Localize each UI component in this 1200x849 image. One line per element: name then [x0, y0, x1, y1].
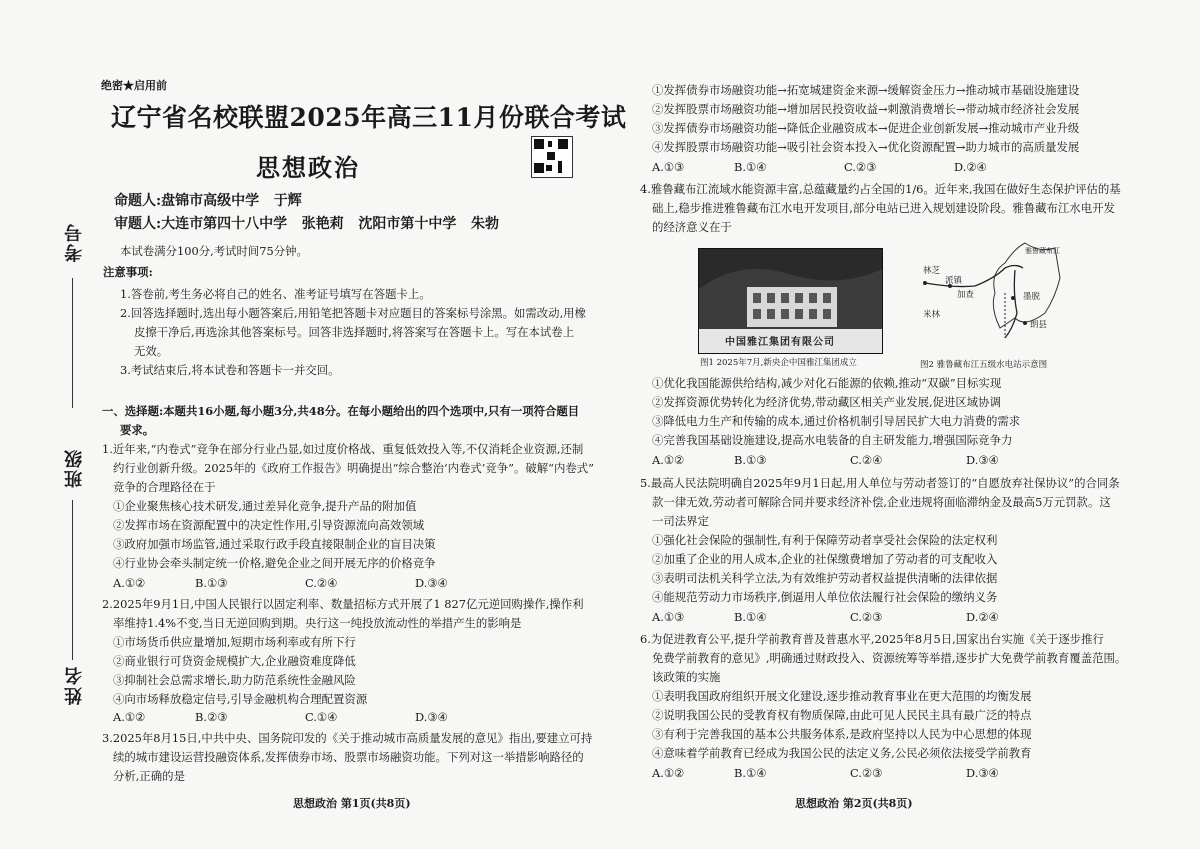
qr-code-icon [531, 136, 573, 178]
notice-1: 1.答卷前,考生务必将自己的姓名、准考证号填写在答题卡上。 [120, 287, 431, 301]
q6-stem-line3: 该政策的实施 [652, 670, 721, 684]
q4-choice-c[interactable]: C.②④ [850, 453, 883, 467]
q6-statement-1: ①表明我国政府组织开展文化建设,逐步推动教育事业在更大范围的均衡发展 [652, 689, 1032, 703]
figure-2-map [905, 238, 1065, 358]
q5-statement-2: ②加重了企业的用人成本,企业的社保缴费增加了劳动者的可支配收入 [652, 552, 998, 566]
figure-1-caption: 图1 2025年7月,新央企中国雅江集团成立 [700, 358, 857, 368]
figure-1-photo [698, 248, 883, 354]
q3-statement-2: ②发挥股票市场融资功能→增加居民投资收益→刺激消费增长→带动城市经济社会发展 [652, 102, 1080, 116]
q5-stem-line3: 一司法界定 [652, 514, 709, 528]
q5-choice-c[interactable]: C.②③ [850, 610, 883, 624]
q3-choice-a[interactable]: A.①③ [652, 160, 685, 174]
q2-statement-4: ④向市场释放稳定信号,引导金融机构合理配置资源 [113, 692, 368, 706]
q2-choice-b[interactable]: B.②③ [195, 710, 228, 724]
map-label-jiacha: 加查 [957, 290, 975, 300]
q6-stem-line1: 6.为促进教育公平,提升学前教育普及普惠水平,2025年8月5日,国家出台实施《关于逐步推行 [640, 632, 1104, 646]
page-2-footer: 思想政治 第2页(共8页) [795, 797, 913, 810]
q6-choice-c[interactable]: C.②③ [850, 766, 883, 780]
q3-stem-line3: 分析,正确的是 [113, 769, 185, 783]
confidential-mark: 绝密★启用前 [101, 79, 167, 92]
q5-statement-3: ③表明司法机关科学立法,为有效维护劳动者权益提供清晰的法律依据 [652, 571, 998, 585]
q3-choices [652, 160, 1036, 174]
map-label-linzhi: 林芝 [923, 266, 941, 276]
q4-statement-4: ④完善我国基础设施建设,提高水电装备的自主研发能力,增强国际竞争力 [652, 433, 1013, 447]
notice-2c: 无效。 [134, 344, 169, 358]
q6-statement-2: ②说明我国公民的受教育权有物质保障,由此可见人民民主具有最广泛的特点 [652, 708, 1032, 722]
notice-3: 3.考试结束后,将本试卷和答题卡一并交回。 [120, 363, 340, 377]
q2-choice-c[interactable]: C.①④ [305, 710, 338, 724]
q4-statement-3: ③降低电力生产和传输的成本,通过价格机制引导居民扩大电力消费的需求 [652, 414, 1021, 428]
q6-statement-3: ③有利于完善我国的基本公共服务体系,是政府坚持以人民为中心思想的体现 [652, 727, 1032, 741]
name-label: 姓名 [64, 665, 85, 705]
q1-stem-line1: 1.近年来,“内卷式”竞争在部分行业凸显,如过度价格战、重复低效投入等,不仅消耗企业资源,还制 [102, 442, 584, 456]
reviewer-line: 审题人:大连市第四十八中学 张艳莉 沈阳市第十中学 朱勃 [114, 216, 500, 232]
q4-stem-line2: 础上,稳步推进雅鲁藏布江水电开发项目,部分电站已进入规划建设阶段。雅鲁藏布江水电开发 [652, 201, 1115, 215]
figure-1-signboard: 中国雅江集团有限公司 [725, 337, 835, 348]
q6-statement-4: ④意味着学前教育已经成为我国公民的法定义务,公民必须依法接受学前教育 [652, 746, 1032, 760]
q1-stem-line3: 竞争的合理路径在于 [113, 480, 216, 494]
q3-choice-d[interactable]: D.②④ [954, 160, 987, 174]
q3-choice-b[interactable]: B.①④ [734, 160, 767, 174]
q3-statement-1: ①发挥债券市场融资功能→拓宽城建资金来源→缓解资金压力→推动城市基础设施建设 [652, 83, 1080, 97]
map-label-river: 雅鲁藏布江 [1025, 247, 1060, 255]
exam-number-label: 考号 [64, 222, 85, 262]
q5-stem-line1: 5.最高人民法院明确自2025年9月1日起,用人单位与劳动者签订的“自愿放弃社保协议”的合同条 [640, 476, 1120, 490]
q3-statement-3: ③发挥债券市场融资功能→降低企业融资成本→促进企业创新发展→推动城市产业升级 [652, 121, 1080, 135]
subject-title: 思想政治 [256, 153, 360, 182]
q5-statement-1: ①强化社会保险的强制性,有利于保障劳动者享受社会保险的法定权利 [652, 533, 998, 547]
q6-stem-line2: 免费学前教育的意见》,明确通过财政投入、资源统筹等举措,逐步扩大免费学前教育覆盖范围。 [652, 651, 1127, 665]
page-1-footer: 思想政治 第1页(共8页) [293, 797, 411, 810]
q4-statement-2: ②发挥资源优势转化为经济优势,带动藏区相关产业发展,促进区域协调 [652, 395, 1001, 409]
q2-statement-1: ①市场货币供应量增加,短期市场利率或有所下行 [113, 635, 356, 649]
score-note: 本试卷满分100分,考试时间75分钟。 [120, 244, 308, 258]
section-heading-1: 一、选择题:本题共16小题,每小题3分,共48分。在每小题给出的四个选项中,只有一项符合题目 [102, 404, 580, 418]
q1-statement-2: ②发挥市场在资源配置中的决定性作用,引导资源流向高效领域 [113, 518, 425, 532]
q2-choice-d[interactable]: D.③④ [415, 710, 448, 724]
class-line [72, 500, 73, 600]
q5-choice-d[interactable]: D.②④ [966, 610, 999, 624]
map-label-milin: 米林 [923, 310, 941, 320]
q1-choice-b[interactable]: B.①③ [195, 576, 228, 590]
map-label-motuo: 墨脱 [1023, 292, 1041, 302]
q1-stem-line2: 约行业创新升级。2025年的《政府工作报告》明确提出“综合整治‘内卷式’竞争”。破解“内卷式” [113, 461, 594, 475]
q6-choice-a[interactable]: A.①② [652, 766, 685, 780]
river-map-icon [905, 238, 1065, 358]
q5-choice-a[interactable]: A.①③ [652, 610, 685, 624]
binding-sidebar [0, 0, 90, 849]
class-label: 班级 [64, 448, 85, 488]
q3-stem-line1: 3.2025年8月15日,中共中央、国务院印发的《关于推动城市高质量发展的意见》指出,要建立可持 [102, 731, 593, 745]
notice-2b: 皮擦干净后,再选涂其他答案标号。回答非选择题时,将答案写在答题卡上。写在本试卷上 [134, 325, 575, 339]
q1-choice-c[interactable]: C.②④ [305, 576, 338, 590]
q1-statement-1: ①企业聚焦核心技术研发,通过差异化竞争,提升产品的附加值 [113, 499, 417, 513]
q2-stem-line1: 2.2025年9月1日,中国人民银行以固定利率、数量招标方式开展了1 827亿元逆回购操作,操作利 [102, 597, 584, 611]
q2-statement-2: ②商业银行可贷资金规模扩大,企业融资难度降低 [113, 654, 356, 668]
q5-choice-b[interactable]: B.①④ [734, 610, 767, 624]
q4-choice-a[interactable]: A.①② [652, 453, 685, 467]
name-line [72, 600, 73, 660]
exam-title: 辽宁省名校联盟2025年高三11月份联合考试 [111, 103, 627, 132]
q4-statement-1: ①优化我国能源供给结构,减少对化石能源的依赖,推动“双碳”目标实现 [652, 376, 1002, 390]
q3-stem-line2: 续的城市建设运营投融资体系,发挥债券市场、股票市场融资功能。下列对这一举措影响路径的 [113, 750, 584, 764]
exam-number-line [72, 278, 73, 408]
q3-statement-4: ④发挥股票市场融资功能→吸引社会资本投入→优化资源配置→助力城市的高质量发展 [652, 140, 1080, 154]
q2-choice-a[interactable]: A.①② [113, 710, 146, 724]
figure-2-caption: 图2 雅鲁藏布江五级水电站示意图 [920, 360, 1048, 370]
q5-choices [652, 610, 1048, 624]
q1-statement-4: ④行业协会牵头制定统一价格,避免企业之间开展无序的价格竞争 [113, 556, 436, 570]
notice-2a: 2.回答选择题时,选出每小题答案后,用铅笔把答题卡对应题目的答案标号涂黑。如需改动,用橡 [120, 306, 586, 320]
q2-stem-line2: 率维持1.4%不变,当日无逆回购到期。央行这一纯投放流动性的举措产生的影响是 [113, 616, 522, 630]
q4-stem-line1: 4.雅鲁藏布江流域水能资源丰富,总蕴藏量约占全国的1/6。近年来,我国在做好生态保护评估的基 [640, 182, 1121, 196]
q6-choice-b[interactable]: B.①④ [734, 766, 767, 780]
q5-stem-line2: 款一律无效,劳动者可解除合同并要求经济补偿,企业违规将面临滞纳金及最高5万元罚款。这 [652, 495, 1111, 509]
q1-choice-d[interactable]: D.③④ [415, 576, 448, 590]
q1-choices [113, 576, 497, 590]
q1-choice-a[interactable]: A.①② [113, 576, 146, 590]
section-heading-2: 要求。 [120, 423, 155, 437]
q4-choices [652, 453, 1048, 467]
q4-stem-line3: 的经济意义在于 [652, 220, 732, 234]
proposer-line: 命题人:盘锦市高级中学 于辉 [114, 193, 302, 209]
q5-statement-4: ④能规范劳动力市场秩序,倒逼用人单位依法履行社会保险的缴纳义务 [652, 590, 998, 604]
q2-choices [113, 710, 497, 724]
map-label-paizhen: 派镇 [945, 276, 963, 286]
q6-choice-d[interactable]: D.③④ [966, 766, 999, 780]
q6-choices [652, 766, 1048, 780]
q4-choice-d[interactable]: D.③④ [966, 453, 999, 467]
map-label-langxian: 朗县 [1030, 320, 1048, 330]
q4-choice-b[interactable]: B.①③ [734, 453, 767, 467]
q3-choice-c[interactable]: C.②③ [844, 160, 877, 174]
q2-statement-3: ③抑制社会总需求增长,助力防范系统性金融风险 [113, 673, 356, 687]
notice-heading: 注意事项: [103, 265, 153, 279]
q1-statement-3: ③政府加强市场监管,通过采取行政手段直接限制企业的盲目决策 [113, 537, 436, 551]
